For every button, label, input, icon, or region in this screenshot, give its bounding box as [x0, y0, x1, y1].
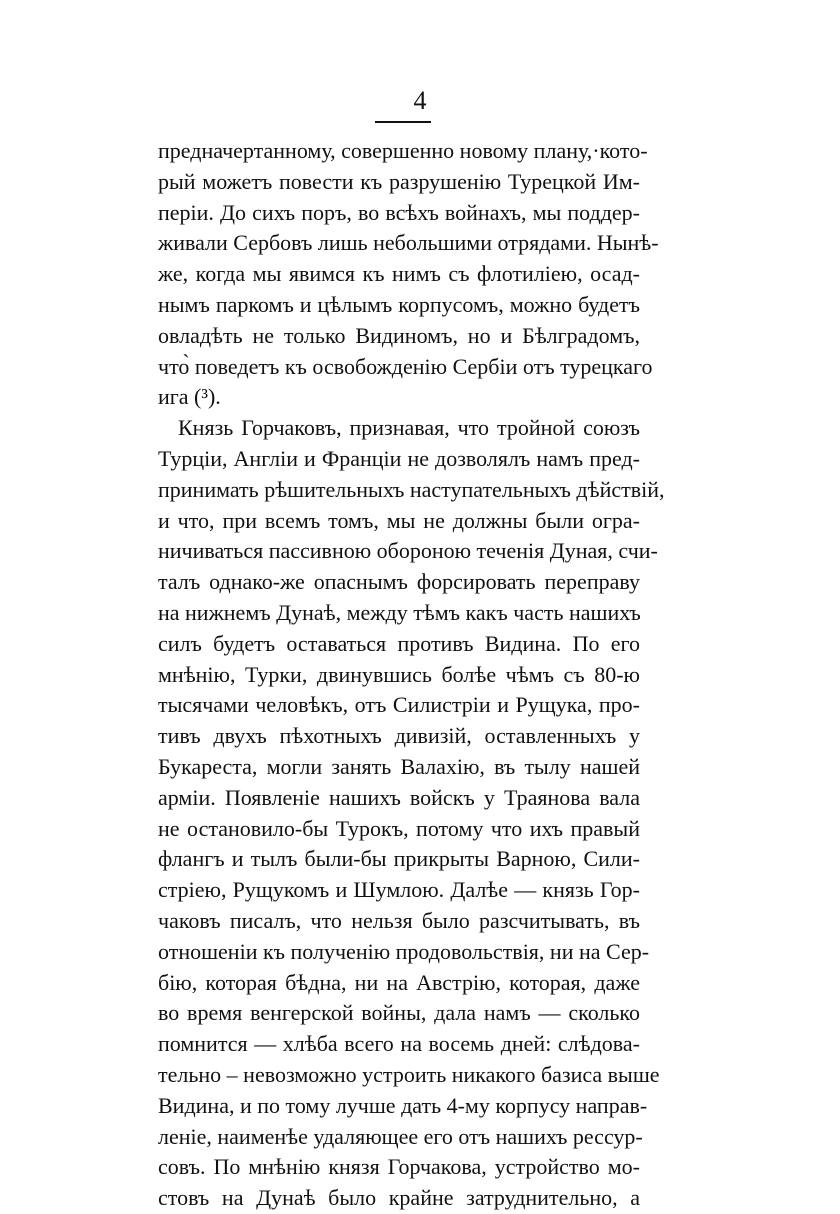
- text-line: ничиваться пассивною обороною теченія Дуная, счи-: [158, 538, 658, 564]
- text-line: рый можетъ повести къ разрушенію Турецкой Им-: [158, 168, 640, 194]
- text-line: Турціи, Англіи и Франціи не дозволялъ намъ пред-: [158, 445, 640, 471]
- text-line: тельно – невозможно устроить никакого базиса выше: [158, 1061, 660, 1087]
- text-line: принимать рѣшительныхъ наступательныхъ дѣйствій,: [158, 476, 665, 502]
- text-line: нымъ паркомъ и цѣлымъ корпусомъ, можно будетъ: [158, 291, 640, 317]
- text-line: что̀ поведетъ къ освобожденію Сербіи отъ турецкаго: [158, 353, 653, 379]
- text-line: живали Сербовъ лишь небольшими отрядами. Нынѣ-: [158, 230, 659, 256]
- text-line: Букареста, могли занять Валахію, въ тылу нашей: [158, 753, 640, 779]
- text-line: талъ однако-же опаснымъ форсировать переправу: [158, 569, 640, 595]
- text-line: стріею, Рущукомъ и Шумлою. Далѣе — князь Гор-: [158, 877, 640, 903]
- text-line: помнится — хлѣба всего на восемь дней: слѣдова-: [158, 1031, 640, 1057]
- text-line: овладѣть не только Видиномъ, но и Бѣлградомъ,: [158, 322, 640, 348]
- page-number: 4: [413, 86, 427, 115]
- text-line: чаковъ писалъ, что нельзя было разсчитывать, въ: [158, 907, 640, 933]
- text-line-paragraph-end: ига (³).: [158, 384, 221, 410]
- text-line: арміи. Появленіе нашихъ войскъ у Траянова вала: [158, 784, 640, 810]
- text-line: предначертанному, совершенно новому плану,·кото-: [158, 138, 648, 163]
- text-line: и что, при всемъ томъ, мы не должны были огра-: [158, 507, 640, 533]
- header-rule: [375, 121, 431, 123]
- text-line: флангъ и тылъ были-бы прикрыты Варною, Сили-: [158, 846, 640, 872]
- text-line: на нижнемъ Дунаѣ, между тѣмъ какъ часть нашихъ: [158, 599, 641, 625]
- text-line: отношеніи къ полученію продовольствія, ни на Сер-: [158, 938, 650, 964]
- text-line: бію, которая бѣдна, ни на Австрію, которая, даже: [158, 969, 640, 995]
- text-line: періи. До сихъ поръ, во всѣхъ войнахъ, мы поддер-: [158, 199, 640, 225]
- text-line: же, когда мы явимся къ нимъ съ флотиліею, осад-: [158, 261, 640, 287]
- text-line: тысячами человѣкъ, отъ Силистріи и Рущука, про-: [158, 692, 640, 718]
- text-line-paragraph-start: Князь Горчаковъ, признавая, что тройной союзъ: [178, 415, 640, 441]
- text-line: силъ будетъ оставаться противъ Видина. По его: [158, 630, 640, 656]
- text-line: леніе, наименѣе удаляющее его отъ нашихъ рессур-: [158, 1123, 643, 1149]
- text-line: стовъ на Дунаѣ было крайне затруднительно, а: [158, 1185, 640, 1211]
- text-line: совъ. По мнѣнію князя Горчакова, устройство мо-: [158, 1154, 640, 1180]
- text-line: мнѣнію, Турки, двинувшись болѣе чѣмъ съ 80-ю: [158, 661, 640, 687]
- text-line: не остановило-бы Турокъ, потому что ихъ правый: [158, 815, 640, 841]
- text-body: [158, 136, 665, 1214]
- text-line: тивъ двухъ пѣхотныхъ дивизій, оставленныхъ у: [158, 723, 640, 749]
- text-line: Видина, и по тому лучше дать 4-му корпусу направ-: [158, 1092, 648, 1118]
- text-line: во время венгерской войны, дала намъ — сколько: [158, 1000, 640, 1026]
